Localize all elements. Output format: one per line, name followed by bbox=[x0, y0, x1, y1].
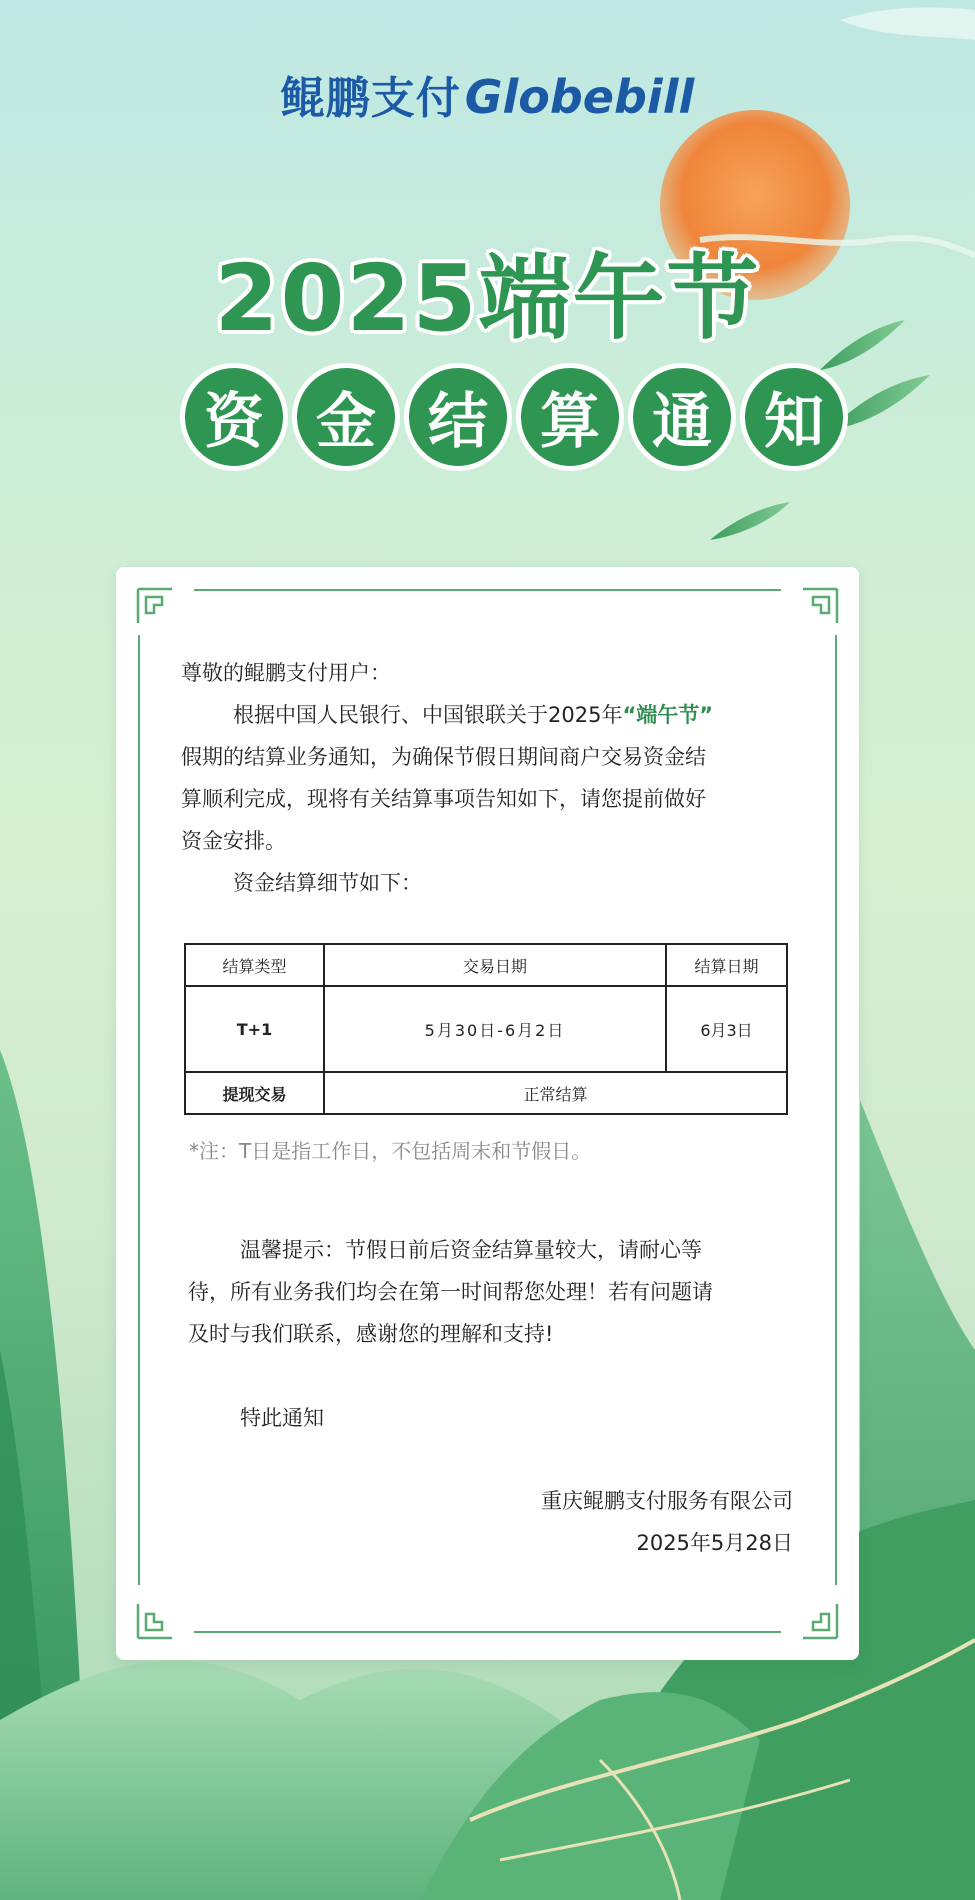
headline-char: 结 bbox=[404, 363, 512, 471]
headline-char: 金 bbox=[292, 363, 400, 471]
paragraph-line: 温馨提示：节假日前后资金结算量较大，请耐心等 bbox=[240, 1238, 702, 1262]
brand-logo bbox=[0, 62, 975, 126]
table-cell: 6月3日 bbox=[666, 986, 787, 1072]
corner-ornament-icon bbox=[799, 587, 839, 627]
festival-highlight: “端午节” bbox=[622, 703, 714, 727]
table-cell: 提现交易 bbox=[185, 1072, 324, 1114]
paragraph-line: 假期的结算业务通知，为确保节假日期间商户交易资金结 bbox=[181, 745, 706, 769]
details-intro-text: 资金结算细节如下： bbox=[233, 871, 422, 895]
table-header-cell: 结算类型 bbox=[185, 944, 324, 986]
footnote-text: *注：T日是指工作日，不包括周末和节假日。 bbox=[189, 1139, 592, 1163]
headline-char: 算 bbox=[516, 363, 624, 471]
frame-bottom-line bbox=[194, 1631, 781, 1633]
table-header-cell: 交易日期 bbox=[324, 944, 666, 986]
headline-char: 资 bbox=[180, 363, 288, 471]
settlement-table bbox=[184, 943, 788, 1115]
headline-year-festival: 2025端午节 bbox=[214, 245, 761, 352]
greeting-text: 尊敬的鲲鹏支付用户： bbox=[181, 661, 391, 685]
table-cell: 正常结算 bbox=[324, 1072, 787, 1114]
table-row bbox=[185, 986, 787, 1072]
intro-text: 根据中国人民银行、中国银联关于2025年 bbox=[233, 703, 623, 727]
table-header-row bbox=[185, 944, 787, 986]
corner-ornament-icon bbox=[799, 1600, 839, 1640]
paragraph-line: 资金安排。 bbox=[181, 829, 286, 853]
paragraph-line: 待，所有业务我们均会在第一时间帮您处理！若有问题请 bbox=[188, 1280, 713, 1304]
logo-en-text: Globebill bbox=[464, 70, 695, 124]
corner-ornament-icon bbox=[136, 587, 176, 627]
paragraph-intro bbox=[181, 694, 793, 862]
paragraph-line bbox=[181, 694, 793, 736]
frame-right-line bbox=[835, 635, 837, 1585]
table-cell: T+1 bbox=[185, 986, 324, 1072]
notice-card bbox=[116, 567, 859, 1660]
frame-top-line bbox=[194, 589, 781, 591]
table-row bbox=[185, 1072, 787, 1114]
paragraph-line: 及时与我们联系，感谢您的理解和支持! bbox=[188, 1322, 554, 1346]
headline-char: 知 bbox=[740, 363, 848, 471]
notice-date: 2025年5月28日 bbox=[636, 1531, 793, 1555]
closing-text: 特此通知 bbox=[240, 1406, 324, 1430]
leaf-shape bbox=[710, 502, 790, 540]
table-cell: 5月30日-6月2日 bbox=[324, 986, 666, 1072]
headline-notice-circles bbox=[180, 363, 848, 471]
frame-left-line bbox=[138, 635, 140, 1585]
paragraph-line: 算顺利完成，现将有关结算事项告知如下，请您提前做好 bbox=[181, 787, 706, 811]
corner-ornament-icon bbox=[136, 1600, 176, 1640]
cloud-shape bbox=[840, 8, 975, 41]
logo-cn-text: 鲲鹏支付 bbox=[280, 73, 461, 124]
company-signature: 重庆鲲鹏支付服务有限公司 bbox=[541, 1489, 793, 1513]
headline-char: 通 bbox=[628, 363, 736, 471]
table-header-cell: 结算日期 bbox=[666, 944, 787, 986]
paragraph-tip bbox=[188, 1229, 804, 1355]
